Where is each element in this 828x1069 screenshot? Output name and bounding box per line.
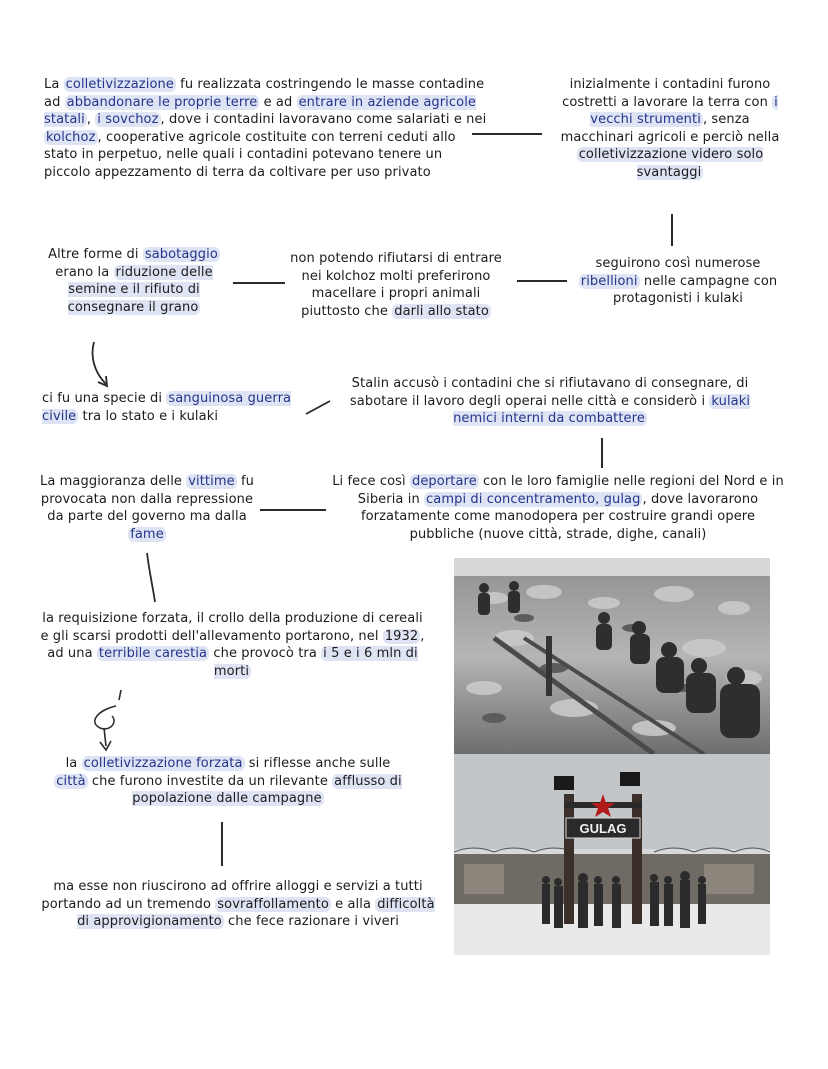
text: seguirono così numerose: [595, 256, 761, 271]
highlight: fame: [130, 526, 164, 542]
highlight: kolchoz: [46, 129, 96, 145]
highlight: colletivizzazione: [65, 77, 174, 92]
text: ,: [86, 112, 96, 127]
highlight: sovraffollamento: [217, 896, 329, 912]
connector-line: [472, 133, 542, 135]
highlight: kulaki nemici interni da combattere: [453, 393, 751, 426]
highlight: vittime: [188, 474, 235, 489]
text: Stalin accusò i contadini che si rifiutavano di consegnare, di sabotare il lavoro degli operai nelle città e considerò i: [349, 376, 749, 409]
connector-line: [671, 214, 673, 246]
text: si riflesse anche sulle: [244, 756, 391, 771]
text: che furono investite da un rilevante: [87, 773, 333, 789]
text: che fece razionare i viveri: [223, 914, 399, 929]
highlight: afflusso di popolazione dalle campagne: [132, 773, 402, 806]
text: non potendo rifiutarsi di entrare nei kolchoz molti preferirono macellare i propri animali piuttosto che: [290, 251, 502, 319]
text: inizialmente i contadini furono costretti a lavorare la terra con: [562, 77, 773, 110]
text: che provocò tra: [209, 646, 322, 661]
text: con le loro famiglie nelle regioni del Nord e in Siberia in: [357, 474, 784, 507]
connector-line: [233, 282, 285, 284]
note-carestia: [40, 610, 425, 680]
highlight: darli allo stato: [394, 303, 489, 319]
highlight: terribile carestia: [98, 646, 208, 661]
text: erano la: [55, 264, 114, 280]
text: , dove i contadini lavoravano come salariati e nei: [160, 112, 487, 127]
text: Altre forme di: [48, 247, 143, 262]
text: tra lo stato e i kulaki: [78, 408, 219, 424]
text: e alla: [330, 896, 376, 912]
gulag-gate-photo-icon: [454, 754, 770, 955]
arrow-line: [147, 553, 155, 602]
note-deportazione: [328, 473, 788, 543]
note-guerra-civile: [42, 390, 304, 425]
highlight: 1932: [384, 628, 419, 644]
note-vittime-fame: [36, 473, 258, 543]
highlight: abbandonare le proprie terre: [66, 94, 258, 110]
photo-gulag-gate: [454, 754, 770, 955]
text: Li fece così: [332, 474, 410, 489]
text: , cooperative agricole costituite con terreni ceduti allo stato in perpetuo, nelle quali i contadini potevano tenere un piccolo appezzamento di terra da coltivare per uso privato: [44, 129, 456, 180]
gulag-sign-text: GULAG: [579, 821, 627, 836]
arrow-line: [104, 728, 106, 746]
arrow-head-icon: [98, 376, 107, 386]
workers-photo-icon: [454, 558, 770, 754]
text: e ad: [259, 94, 297, 110]
highlight: difficoltà di approvigionamento: [77, 896, 435, 929]
highlight: ribellioni: [580, 273, 638, 289]
highlight: campi di concentramento, gulag: [426, 491, 641, 507]
text: La: [44, 77, 64, 92]
note-macellare-animali: [284, 250, 508, 320]
text: ma esse non riuscirono ad offrire alloggi e servizi a tutti portando ad un tremendo: [41, 879, 423, 912]
text: ci fu una specie di: [42, 391, 167, 406]
text: , ad una: [47, 628, 425, 661]
note-vecchi-strumenti: [554, 76, 786, 181]
note-citta: [50, 755, 406, 808]
highlight: colletivizzazione videro solo svantaggi: [578, 147, 764, 180]
connector-line: [260, 509, 326, 511]
highlight: deportare: [411, 474, 477, 489]
text: La maggioranza delle: [40, 474, 187, 489]
note-stalin-accuso: [326, 375, 774, 428]
text: , senza macchinari agricoli e perciò nella: [560, 112, 780, 145]
highlight: i vecchi strumenti: [590, 94, 778, 127]
highlight: i sovchoz: [97, 112, 159, 127]
arrow-line: [119, 690, 121, 700]
text: fu realizzata costringendo le masse contadine ad: [44, 77, 485, 110]
connector-line: [221, 822, 223, 866]
note-sabotaggio: [44, 246, 224, 316]
text: nelle campagne con protagonisti i kulaki: [613, 273, 778, 306]
highlight: sabotaggio: [144, 247, 218, 262]
arrow-line: [95, 706, 116, 729]
photo-prisoners-working: [454, 558, 770, 754]
arrow-line: [93, 342, 107, 384]
note-ribellioni: [573, 255, 783, 308]
text: , dove lavorarono forzatamente come manodopera per costruire grandi opere pubbliche (nuove città, strade, dighe, canali): [360, 491, 759, 542]
note-collettivizzazione: [44, 76, 489, 181]
highlight: riduzione delle semine e il rifiuto di consegnare il grano: [67, 264, 213, 315]
arrow-head-icon: [100, 741, 111, 750]
highlight: entrare in aziende agricole statali: [44, 94, 477, 127]
connector-line: [601, 438, 603, 468]
text: la: [65, 756, 82, 771]
text: fu provocata non dalla repressione da parte del governo ma dalla: [40, 474, 254, 524]
highlight: colletivizzazione forzata: [83, 756, 243, 771]
highlight: i 5 e i 6 mln di morti: [213, 646, 418, 679]
highlight: sanguinosa guerra civile: [42, 391, 292, 424]
connector-line: [517, 280, 567, 282]
text: la requisizione forzata, il crollo della produzione di cereali e gli scarsi prodotti dell'allevamento portarono, nel: [40, 611, 423, 644]
note-sovraffollamento: [38, 878, 438, 931]
highlight: città: [56, 773, 86, 789]
